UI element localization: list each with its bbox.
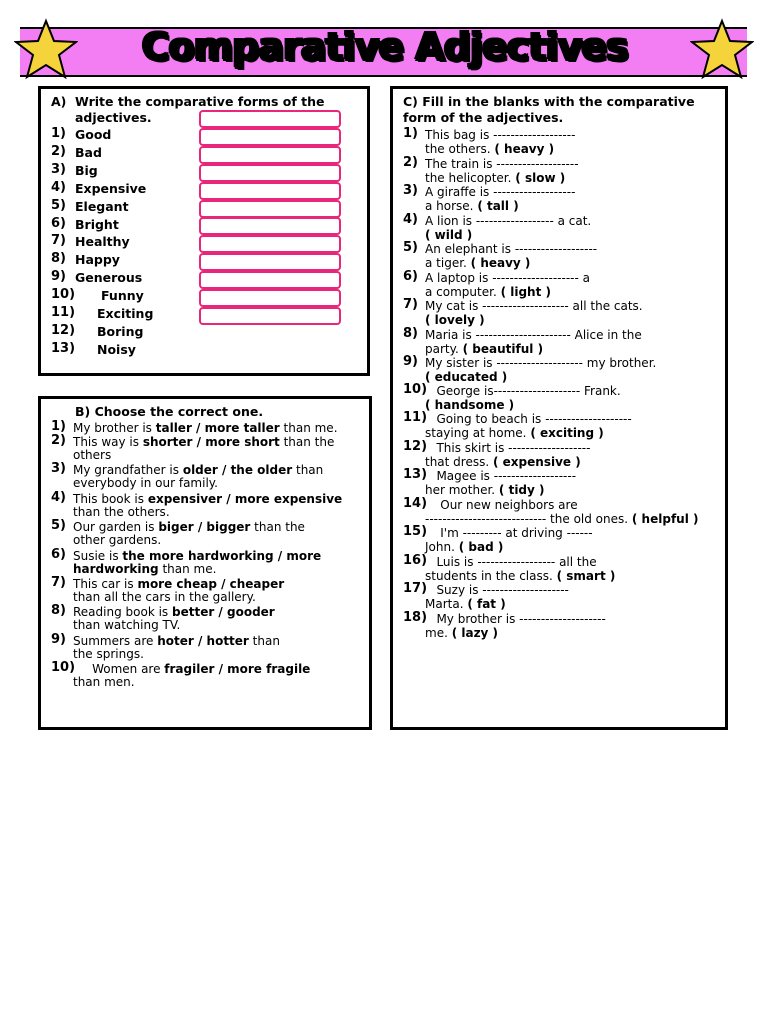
- sentence-end: a computer.: [425, 285, 501, 299]
- adjective-label: Elegant: [75, 198, 129, 214]
- item-number: 3): [51, 461, 66, 477]
- sentence-text: This bag is -------------------: [425, 128, 576, 142]
- sentence-continuation: [425, 512, 698, 526]
- section-a-heading: Write the comparative forms of the: [75, 94, 325, 109]
- item-number: 18): [403, 610, 428, 625]
- item-number: 16): [403, 553, 428, 568]
- sentence-continuation: [425, 455, 581, 469]
- sentence-continuation: [425, 426, 604, 440]
- answer-choices[interactable]: better / gooder: [172, 605, 275, 620]
- sentence-text: Magee is -------------------: [425, 469, 577, 483]
- answer-input-box[interactable]: [199, 146, 341, 164]
- sentence-end: her mother.: [425, 483, 499, 497]
- adjective-label: Happy: [75, 252, 120, 268]
- adjective-hint: ( tidy ): [498, 483, 545, 497]
- sentence-start: Women are: [73, 662, 165, 677]
- item-number: 11): [51, 305, 76, 320]
- item-number: 10): [51, 287, 76, 303]
- sentence-start: Our garden is: [73, 520, 159, 535]
- adjective-hint: ( handsome ): [425, 398, 515, 412]
- item-number: 5): [51, 518, 66, 534]
- sentence-continuation: [73, 476, 218, 490]
- item-number: 8): [51, 251, 66, 267]
- sentence-continuation: [425, 370, 507, 384]
- sentence-end: than the others.: [73, 504, 170, 519]
- answer-input-box[interactable]: [199, 182, 341, 200]
- item-number: 2): [51, 143, 66, 159]
- sentence-continuation: [73, 562, 216, 576]
- adjective-label: Boring: [97, 323, 144, 339]
- answer-input-box[interactable]: [199, 307, 341, 325]
- answer-input-box[interactable]: [199, 128, 341, 146]
- adjective-hint: ( slow ): [515, 171, 566, 185]
- answer-choices[interactable]: the more hardworking / more: [122, 548, 322, 563]
- adjective-label: Generous: [75, 270, 143, 286]
- answer-input-box[interactable]: [199, 110, 341, 128]
- item-number: 10): [403, 382, 428, 397]
- sentence-end: party.: [425, 342, 463, 356]
- sentence-start: Reading book is: [73, 605, 172, 620]
- item-number: 2): [51, 433, 66, 448]
- sentence-start: This car is: [73, 577, 138, 591]
- item-number: 9): [51, 269, 66, 285]
- item-number: 1): [403, 126, 418, 141]
- sentence-end: than me.: [279, 421, 338, 435]
- sentence-start: Susie is: [73, 548, 123, 563]
- sentence-continuation: [73, 505, 170, 519]
- adjective-hint: ( light ): [500, 285, 551, 299]
- item-number: 3): [403, 183, 418, 198]
- section-c-heading-cont: form of the adjectives.: [403, 110, 564, 125]
- answer-choices[interactable]: older / the older: [182, 463, 293, 478]
- section-b-box: [38, 396, 372, 730]
- item-number: 8): [403, 326, 418, 341]
- sentence-text: My cat is -------------------- all the cats.: [425, 299, 643, 313]
- sentence-text: A laptop is -------------------- a: [425, 271, 590, 285]
- item-number: 7): [51, 575, 66, 590]
- sentence-end: a horse.: [425, 199, 478, 213]
- sentence-continuation: [425, 569, 615, 583]
- answer-input-box[interactable]: [199, 253, 341, 271]
- adjective-label: Exciting: [97, 306, 154, 321]
- item-number: 6): [51, 215, 66, 231]
- item-number: 1): [51, 419, 66, 434]
- answer-choices[interactable]: biger / bigger: [158, 520, 251, 535]
- item-number: 6): [403, 269, 418, 284]
- sentence-end: than: [292, 463, 324, 478]
- answer-choices[interactable]: hoter / hotter: [157, 633, 249, 648]
- sentence-text: [73, 549, 321, 563]
- sentence-text: Going to beach is --------------------: [425, 412, 632, 426]
- item-number: 7): [51, 233, 66, 249]
- section-b-heading: B) Choose the correct one.: [75, 404, 264, 419]
- adjective-hint: ( tall ): [477, 199, 519, 213]
- sentence-end: everybody in our family.: [73, 476, 218, 491]
- answer-input-box[interactable]: [199, 271, 341, 289]
- section-a-letter: A): [51, 94, 67, 109]
- adjective-hint: ( helpful ): [631, 512, 699, 526]
- sentence-continuation: [425, 483, 545, 497]
- sentence-end: students in the class.: [425, 569, 557, 583]
- sentence-end: than me.: [158, 561, 217, 576]
- sentence-text: [73, 520, 305, 534]
- sentence-end: me.: [425, 626, 452, 640]
- item-number: 10): [51, 660, 76, 676]
- item-number: 12): [51, 322, 76, 338]
- sentence-continuation: [425, 228, 472, 242]
- sentence-text: [73, 662, 310, 676]
- sentence-text: [73, 492, 342, 506]
- star-icon: [690, 18, 754, 82]
- sentence-text: [73, 605, 275, 619]
- adjective-hint: ( expensive ): [493, 455, 581, 469]
- item-number: 14): [403, 496, 428, 511]
- sentence-end: than watching TV.: [73, 618, 181, 633]
- adjective-hint: ( fat ): [467, 597, 506, 611]
- sentence-end: than men.: [73, 675, 135, 690]
- sentence-start: Summers are: [73, 633, 158, 648]
- sentence-continuation: [425, 142, 554, 156]
- item-number: 2): [403, 155, 418, 170]
- item-number: 4): [403, 212, 418, 227]
- item-number: 12): [403, 439, 428, 454]
- sentence-text: The train is -------------------: [425, 157, 579, 171]
- answer-input-box[interactable]: [199, 164, 341, 182]
- adjective-hint: ( smart ): [556, 569, 616, 583]
- sentence-text: My brother is --------------------: [425, 612, 606, 626]
- adjective-hint: ( exciting ): [530, 426, 604, 440]
- item-number: 13): [51, 340, 76, 356]
- sentence-start: This way is: [73, 435, 143, 449]
- item-number: 4): [51, 179, 66, 195]
- answer-input-box[interactable]: [199, 289, 341, 307]
- sentence-continuation: [73, 675, 135, 689]
- adjective-label: Healthy: [75, 234, 130, 250]
- item-number: 5): [51, 197, 66, 213]
- section-c-box: [390, 86, 728, 730]
- sentence-end: than the: [250, 520, 305, 535]
- sentence-text: George is-------------------- Frank.: [425, 384, 621, 398]
- sentence-continuation: [425, 342, 543, 356]
- item-number: 13): [403, 467, 428, 482]
- adjective-hint: ( lovely ): [425, 313, 485, 327]
- sentence-text: A lion is ------------------ a cat.: [425, 214, 592, 228]
- adjective-hint: ( heavy ): [470, 256, 531, 270]
- adjective-hint: ( wild ): [425, 228, 473, 242]
- adjective-label: Big: [75, 162, 98, 178]
- sentence-end: than all the cars in the gallery.: [73, 590, 256, 604]
- section-a-heading-cont: adjectives.: [75, 110, 152, 125]
- adjective-hint: ( bad ): [458, 540, 504, 554]
- sentence-text: I'm --------- at driving ------: [425, 526, 593, 540]
- item-number: 11): [403, 410, 428, 425]
- sentence-continuation: [73, 647, 144, 661]
- page-title: Comparative Adjectives: [140, 24, 628, 68]
- item-number: 9): [51, 631, 66, 647]
- sentence-continuation: [73, 533, 161, 547]
- sentence-end: staying at home.: [425, 426, 531, 440]
- item-number: 17): [403, 581, 428, 596]
- sentence-continuation: [425, 398, 514, 412]
- sentence-continuation: [73, 618, 180, 632]
- sentence-text: [73, 463, 323, 477]
- sentence-end: the helicopter.: [425, 171, 516, 185]
- sentence-text: [73, 421, 338, 435]
- item-number: 1): [51, 126, 66, 141]
- item-number: 8): [51, 603, 66, 619]
- sentence-end: the springs.: [73, 646, 144, 661]
- sentence-end: that dress.: [425, 455, 493, 469]
- sentence-continuation: [425, 540, 503, 554]
- item-number: 9): [403, 354, 418, 369]
- item-number: 7): [403, 297, 418, 312]
- section-c-heading: C) Fill in the blanks with the comparative: [403, 94, 695, 109]
- sentence-text: Our new neighbors are: [425, 498, 578, 512]
- sentence-start: This book is: [73, 491, 148, 506]
- answer-choices-cont[interactable]: hardworking: [73, 561, 159, 576]
- answer-input-box[interactable]: [199, 200, 341, 218]
- sentence-text: This skirt is -------------------: [425, 441, 591, 455]
- adjective-label: Good: [75, 127, 112, 142]
- adjective-label: Expensive: [75, 180, 147, 196]
- sentence-continuation: [425, 597, 506, 611]
- sentence-text: An elephant is -------------------: [425, 242, 598, 256]
- item-number: 5): [403, 240, 418, 255]
- sentence-text: Luis is ------------------ all the: [425, 555, 597, 569]
- sentence-text: [73, 634, 280, 648]
- sentence-end: than the: [279, 435, 335, 449]
- sentence-end: John.: [425, 540, 459, 554]
- sentence-continuation: [425, 199, 519, 213]
- adjective-hint: ( beautiful ): [462, 342, 544, 356]
- sentence-end: ---------------------------- the old ones.: [425, 512, 632, 526]
- adjective-hint: ( lazy ): [451, 626, 499, 640]
- sentence-continuation: [73, 590, 256, 604]
- sentence-end: the others.: [425, 142, 495, 156]
- item-number: 4): [51, 489, 66, 505]
- item-number: 6): [51, 546, 66, 562]
- adjective-label: Bad: [75, 144, 102, 160]
- answer-choices[interactable]: taller / more taller: [155, 421, 280, 435]
- sentence-end: a tiger.: [425, 256, 471, 270]
- item-number: 15): [403, 524, 428, 539]
- sentence-continuation: [425, 171, 565, 185]
- sentence-text: My sister is -------------------- my brother.: [425, 356, 657, 370]
- star-icon: [14, 18, 78, 82]
- sentence-start: My grandfather is: [73, 463, 183, 478]
- answer-input-box[interactable]: [199, 235, 341, 253]
- sentence-continuation: [425, 626, 498, 640]
- sentence-continuation: [425, 313, 485, 327]
- item-number: 3): [51, 161, 66, 177]
- answer-choices[interactable]: shorter / more short: [142, 435, 280, 449]
- sentence-start: My brother is: [73, 421, 156, 435]
- sentence-end: others: [73, 448, 112, 462]
- sentence-text: [73, 435, 334, 449]
- adjective-hint: ( educated ): [425, 370, 508, 384]
- sentence-continuation: [73, 448, 111, 462]
- section-a-box: [38, 86, 370, 376]
- sentence-continuation: [425, 285, 551, 299]
- sentence-end: other gardens.: [73, 533, 162, 548]
- answer-choices[interactable]: more cheap / cheaper: [137, 577, 285, 591]
- sentence-continuation: [425, 256, 530, 270]
- sentence-text: Maria is ---------------------- Alice in the: [425, 328, 642, 342]
- answer-choices[interactable]: expensiver / more expensive: [147, 491, 343, 506]
- answer-input-box[interactable]: [199, 217, 341, 235]
- sentence-text: [73, 577, 284, 591]
- adjective-label: Funny: [101, 288, 144, 304]
- sentence-text: A giraffe is -------------------: [425, 185, 576, 199]
- adjective-hint: ( heavy ): [494, 142, 555, 156]
- sentence-text: Suzy is --------------------: [425, 583, 569, 597]
- sentence-end: Marta.: [425, 597, 468, 611]
- adjective-label: Noisy: [97, 341, 136, 357]
- sentence-end: than: [248, 633, 280, 648]
- adjective-label: Bright: [75, 216, 119, 232]
- answer-choices[interactable]: fragiler / more fragile: [164, 662, 311, 677]
